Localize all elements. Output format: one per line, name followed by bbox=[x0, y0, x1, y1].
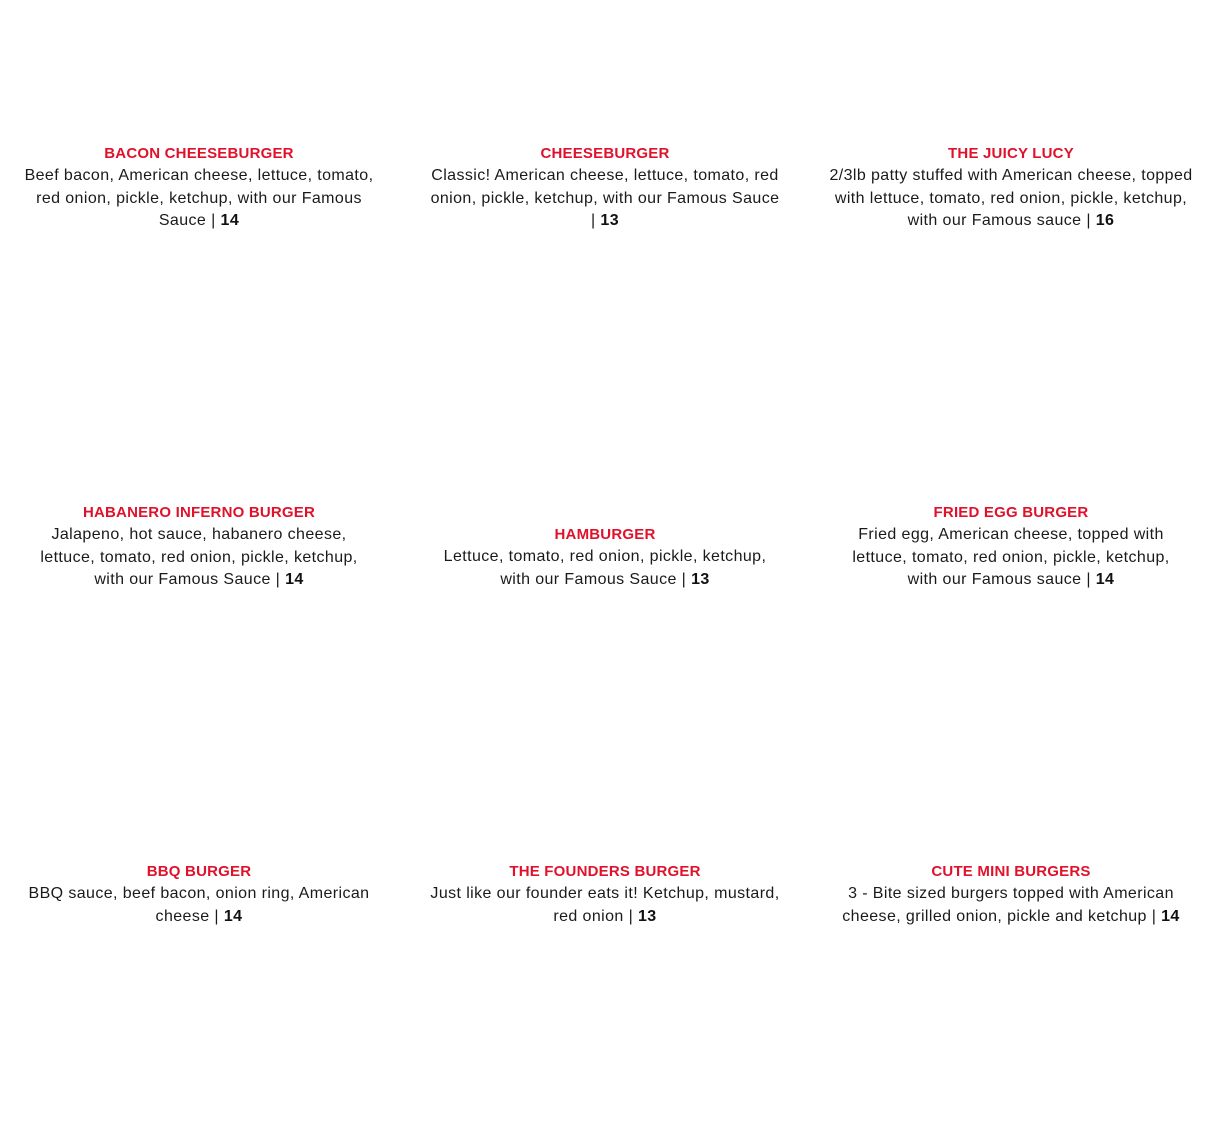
price-separator: | bbox=[628, 907, 634, 925]
menu-item-fried-egg-burger bbox=[821, 503, 1201, 592]
price-separator: | bbox=[1086, 571, 1091, 588]
item-price: 14 bbox=[223, 907, 243, 925]
item-description-text: Classic! American cheese, lettuce, tomato, red onion, pickle, ketchup, with our Famous Sauce bbox=[430, 167, 780, 207]
item-description-text: Fried egg, American cheese, topped with lettuce, tomato, red onion, pickle, ketchup, with our Famous sauce bbox=[852, 526, 1170, 588]
item-name: THE FOUNDERS BURGER bbox=[509, 863, 701, 880]
item-price: 14 bbox=[1095, 571, 1115, 588]
item-description-text: 2/3lb patty stuffed with American cheese, topped with lettuce, tomato, red onion, pickle, ketchup, with our Famous sauce bbox=[829, 167, 1193, 229]
item-price: 13 bbox=[691, 570, 710, 588]
item-description-text: Just like our founder eats it! Ketchup, mustard, red onion bbox=[430, 885, 780, 925]
item-description-text: Beef bacon, American cheese, lettuce, tomato, red onion, pickle, ketchup, with our Famous Sauce bbox=[24, 167, 374, 229]
item-name: BBQ BURGER bbox=[146, 863, 252, 880]
item-description bbox=[415, 883, 795, 928]
menu-item-habanero-inferno-burger bbox=[9, 503, 389, 592]
price-separator: | bbox=[275, 571, 281, 588]
item-description-text: 3 - Bite sized burgers topped with American cheese, grilled onion, pickle and ketchup bbox=[842, 885, 1174, 925]
item-description bbox=[821, 883, 1201, 928]
menu-item-cute-mini-burgers bbox=[821, 862, 1201, 928]
item-description-text: Lettuce, tomato, red onion, pickle, ketchup, with our Famous Sauce bbox=[443, 548, 767, 588]
item-description bbox=[9, 165, 389, 233]
item-name: HAMBURGER bbox=[554, 526, 656, 543]
item-price: 13 bbox=[600, 212, 620, 229]
menu-item-the-founders-burger bbox=[415, 862, 795, 928]
price-separator: | bbox=[214, 907, 219, 925]
item-price: 14 bbox=[1161, 907, 1180, 925]
item-price: 16 bbox=[1095, 212, 1115, 229]
item-name: FRIED EGG BURGER bbox=[933, 504, 1089, 521]
item-description bbox=[9, 883, 389, 928]
item-name: BACON CHEESEBURGER bbox=[104, 145, 294, 162]
item-name: CHEESEBURGER bbox=[540, 145, 670, 162]
menu-item-cheeseburger bbox=[415, 144, 795, 233]
item-description-text: BBQ sauce, beef bacon, onion ring, American cheese bbox=[28, 885, 370, 925]
price-separator: | bbox=[681, 570, 687, 588]
price-separator: | bbox=[1151, 907, 1157, 925]
menu-item-bacon-cheeseburger bbox=[9, 144, 389, 233]
item-name: HABANERO INFERNO BURGER bbox=[82, 504, 316, 521]
item-description-text: Jalapeno, hot sauce, habanero cheese, lettuce, tomato, red onion, pickle, ketchup, with our Famous Sauce bbox=[40, 526, 358, 588]
price-separator: | bbox=[211, 212, 216, 229]
menu-item-the-juicy-lucy bbox=[821, 144, 1201, 233]
item-name: CUTE MINI BURGERS bbox=[931, 863, 1091, 880]
menu-item-bbq-burger bbox=[9, 862, 389, 928]
item-description bbox=[9, 524, 389, 592]
item-description bbox=[415, 546, 795, 591]
menu-item-hamburger bbox=[415, 525, 795, 591]
price-separator: | bbox=[590, 212, 596, 229]
item-price: 14 bbox=[220, 212, 240, 229]
item-price: 14 bbox=[285, 571, 304, 588]
item-description bbox=[821, 165, 1201, 233]
item-description bbox=[415, 165, 795, 233]
price-separator: | bbox=[1086, 212, 1091, 229]
item-price: 13 bbox=[638, 907, 657, 925]
item-description bbox=[821, 524, 1201, 592]
item-name: THE JUICY LUCY bbox=[948, 145, 1074, 162]
